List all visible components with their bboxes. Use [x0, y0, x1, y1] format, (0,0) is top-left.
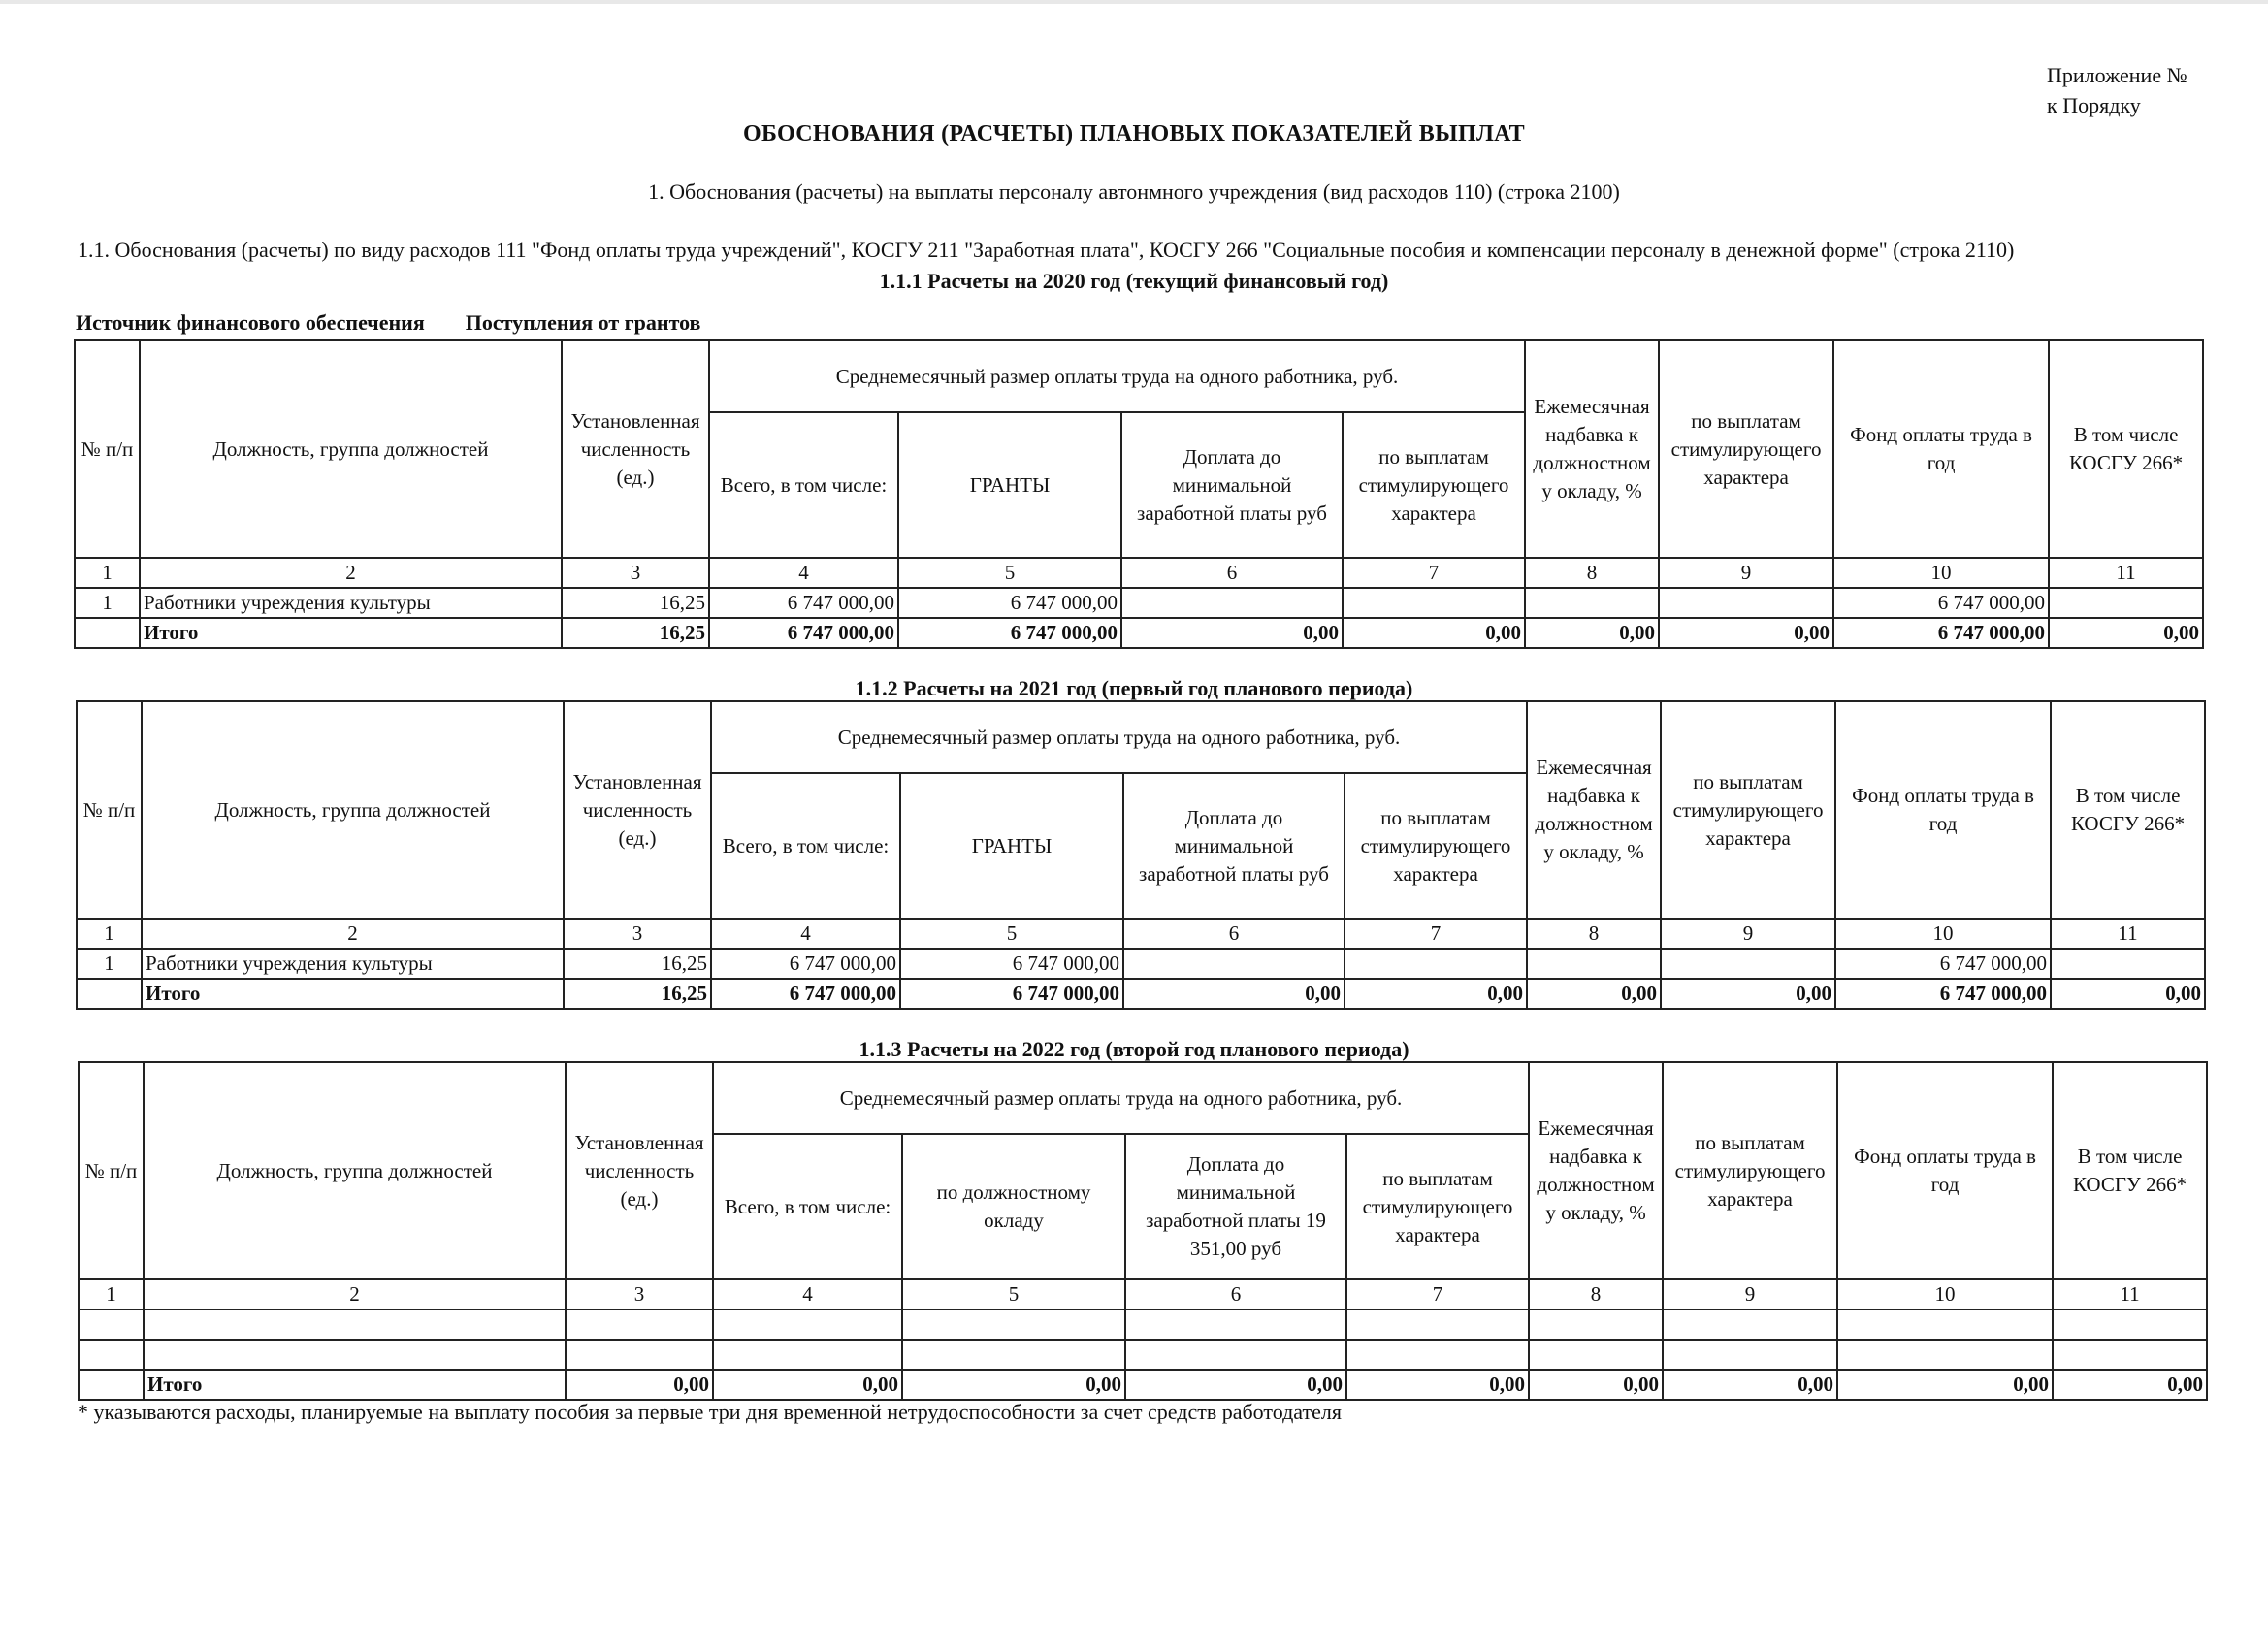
header-num: № п/п — [75, 340, 140, 558]
col-number: 7 — [1343, 558, 1525, 588]
header-staff: Установленная численность (ед.) — [566, 1062, 713, 1279]
totals-num — [79, 1370, 144, 1400]
funding-source-label: Источник финансового обеспечения — [76, 310, 425, 335]
header-total: Всего, в том числе: — [709, 412, 898, 558]
col-number: 3 — [566, 1279, 713, 1310]
col-number: 9 — [1661, 919, 1835, 949]
header-monthly-bonus: Ежемесячная надбавка к должностному окладу, % — [1529, 1062, 1663, 1279]
totals-col10: 0,00 — [1837, 1370, 2053, 1400]
row-position: Работники учреждения культуры — [140, 588, 562, 618]
header-num: № п/п — [79, 1062, 144, 1279]
col-number: 8 — [1529, 1279, 1663, 1310]
col-number: 9 — [1659, 558, 1833, 588]
totals-label: Итого — [144, 1370, 566, 1400]
header-position: Должность, группа должностей — [144, 1062, 566, 1279]
totals-col6: 0,00 — [1123, 979, 1345, 1009]
header-staff: Установленная численность (ед.) — [562, 340, 709, 558]
totals-label: Итого — [140, 618, 562, 648]
col-number: 2 — [142, 919, 564, 949]
row-total: 6 747 000,00 — [709, 588, 898, 618]
row-number: 1 — [75, 588, 140, 618]
header-col5: ГРАНТЫ — [900, 773, 1123, 919]
col-number: 5 — [900, 919, 1123, 949]
funding-source — [76, 310, 700, 336]
header-stim-payments: по выплатам стимулирующего характера — [1661, 701, 1835, 919]
totals-num — [77, 979, 142, 1009]
totals-col11: 0,00 — [2049, 618, 2203, 648]
table-title-2020: 1.1.1 Расчеты на 2020 год (текущий финансовый год) — [879, 269, 1389, 293]
col-number: 10 — [1833, 558, 2049, 588]
table-title-2022: 1.1.3 Расчеты на 2022 год (второй год планового периода) — [859, 1037, 1409, 1061]
totals-col8: 0,00 — [1529, 1370, 1663, 1400]
col-number: 7 — [1345, 919, 1527, 949]
totals-col4: 6 747 000,00 — [709, 618, 898, 648]
totals-col9: 0,00 — [1659, 618, 1833, 648]
row-position: Работники учреждения культуры — [142, 949, 564, 979]
section-heading-1-1: 1.1. Обоснования (расчеты) по виду расходов 111 "Фонд оплаты труда учреждений", КОСГУ 211 "Заработная плата", КОСГУ 266 "Социальные пособия и компенсации персоналу в денежной форме" (строка 2110) — [78, 238, 2015, 262]
header-staff: Установленная численность (ед.) — [564, 701, 711, 919]
col-number: 9 — [1663, 1279, 1837, 1310]
header-kosgu: В том числе КОСГУ 266* — [2053, 1062, 2207, 1279]
empty-row — [79, 1340, 2207, 1370]
totals-col11: 0,00 — [2053, 1370, 2207, 1400]
totals-col8: 0,00 — [1525, 618, 1659, 648]
row-col7 — [1345, 949, 1527, 979]
col-number: 1 — [75, 558, 140, 588]
header-col6: Доплата до минимальной заработной платы руб — [1121, 412, 1343, 558]
empty-row — [79, 1310, 2207, 1340]
col-number: 11 — [2049, 558, 2203, 588]
header-num: № п/п — [77, 701, 142, 919]
col-number: 10 — [1835, 919, 2051, 949]
totals-col6: 0,00 — [1121, 618, 1343, 648]
salary-table-2021 — [76, 700, 2206, 1010]
totals-col6: 0,00 — [1125, 1370, 1346, 1400]
totals-col10: 6 747 000,00 — [1833, 618, 2049, 648]
header-avg-salary: Среднемесячный размер оплаты труда на одного работника, руб. — [709, 340, 1525, 412]
col-number: 11 — [2051, 919, 2205, 949]
header-col7: по выплатам стимулирующего характера — [1343, 412, 1525, 558]
header-col6: Доплата до минимальной заработной платы руб — [1123, 773, 1345, 919]
document-title: ОБОСНОВАНИЯ (РАСЧЕТЫ) ПЛАНОВЫХ ПОКАЗАТЕЛЕЙ ВЫПЛАТ — [743, 121, 1525, 146]
col-number: 8 — [1527, 919, 1661, 949]
row-staff: 16,25 — [562, 588, 709, 618]
header-position: Должность, группа должностей — [140, 340, 562, 558]
row-kosgu — [2049, 588, 2203, 618]
totals-col10: 6 747 000,00 — [1835, 979, 2051, 1009]
totals-col4: 6 747 000,00 — [711, 979, 900, 1009]
header-stim-payments: по выплатам стимулирующего характера — [1659, 340, 1833, 558]
totals-col8: 0,00 — [1527, 979, 1661, 1009]
row-fund: 6 747 000,00 — [1835, 949, 2051, 979]
totals-col9: 0,00 — [1663, 1370, 1837, 1400]
col-number: 4 — [711, 919, 900, 949]
col-number: 1 — [77, 919, 142, 949]
col-number: 1 — [79, 1279, 144, 1310]
section-heading-1: 1. Обоснования (расчеты) на выплаты персоналу автонмного учреждения (вид расходов 110) (строка 2100) — [648, 179, 1620, 204]
totals-row — [77, 979, 2205, 1009]
header-col7: по выплатам стимулирующего характера — [1345, 773, 1527, 919]
scan-edge — [0, 0, 2268, 4]
col-number: 6 — [1121, 558, 1343, 588]
header-kosgu: В том числе КОСГУ 266* — [2049, 340, 2203, 558]
funding-source-value: Поступления от грантов — [465, 310, 701, 335]
totals-staff: 0,00 — [566, 1370, 713, 1400]
col-number: 7 — [1346, 1279, 1529, 1310]
header-col5: ГРАНТЫ — [898, 412, 1121, 558]
totals-col5: 6 747 000,00 — [898, 618, 1121, 648]
row-total: 6 747 000,00 — [711, 949, 900, 979]
row-col5: 6 747 000,00 — [900, 949, 1123, 979]
header-monthly-bonus: Ежемесячная надбавка к должностному окладу, % — [1527, 701, 1661, 919]
header-total: Всего, в том числе: — [711, 773, 900, 919]
row-col9 — [1661, 949, 1835, 979]
header-col5: по должностному окладу — [902, 1134, 1125, 1279]
header-kosgu: В том числе КОСГУ 266* — [2051, 701, 2205, 919]
appendix-line-1: Приложение № — [2047, 63, 2187, 87]
col-number: 3 — [562, 558, 709, 588]
row-col8 — [1527, 949, 1661, 979]
salary-table-2022 — [78, 1061, 2208, 1401]
col-number: 6 — [1125, 1279, 1346, 1310]
row-fund: 6 747 000,00 — [1833, 588, 2049, 618]
row-col8 — [1525, 588, 1659, 618]
appendix-note — [2047, 60, 2187, 120]
col-number: 11 — [2053, 1279, 2207, 1310]
totals-col7: 0,00 — [1346, 1370, 1529, 1400]
totals-staff: 16,25 — [564, 979, 711, 1009]
totals-col9: 0,00 — [1661, 979, 1835, 1009]
totals-num — [75, 618, 140, 648]
row-col6 — [1121, 588, 1343, 618]
row-col9 — [1659, 588, 1833, 618]
salary-table-2020 — [74, 340, 2204, 649]
row-col7 — [1343, 588, 1525, 618]
header-fund: Фонд оплаты труда в год — [1835, 701, 2051, 919]
header-avg-salary: Среднемесячный размер оплаты труда на одного работника, руб. — [711, 701, 1527, 773]
footnote: * указываются расходы, планируемые на выплату пособия за первые три дня временной нетрудоспособности за счет средств работодателя — [78, 1400, 1342, 1424]
col-number: 2 — [140, 558, 562, 588]
row-kosgu — [2051, 949, 2205, 979]
col-number: 4 — [713, 1279, 902, 1310]
totals-row — [75, 618, 2203, 648]
appendix-line-2: к Порядку — [2047, 93, 2141, 117]
header-monthly-bonus: Ежемесячная надбавка к должностному окладу, % — [1525, 340, 1659, 558]
row-number: 1 — [77, 949, 142, 979]
header-total: Всего, в том числе: — [713, 1134, 902, 1279]
col-number: 10 — [1837, 1279, 2053, 1310]
col-number: 5 — [902, 1279, 1125, 1310]
totals-col7: 0,00 — [1345, 979, 1527, 1009]
row-col6 — [1123, 949, 1345, 979]
row-staff: 16,25 — [564, 949, 711, 979]
totals-row — [79, 1370, 2207, 1400]
totals-col5: 6 747 000,00 — [900, 979, 1123, 1009]
col-number: 8 — [1525, 558, 1659, 588]
col-number: 3 — [564, 919, 711, 949]
header-fund: Фонд оплаты труда в год — [1833, 340, 2049, 558]
totals-col7: 0,00 — [1343, 618, 1525, 648]
table-title-2021: 1.1.2 Расчеты на 2021 год (первый год планового периода) — [855, 676, 1413, 700]
header-stim-payments: по выплатам стимулирующего характера — [1663, 1062, 1837, 1279]
header-position: Должность, группа должностей — [142, 701, 564, 919]
header-fund: Фонд оплаты труда в год — [1837, 1062, 2053, 1279]
col-number: 2 — [144, 1279, 566, 1310]
table-row — [77, 949, 2205, 979]
totals-col4: 0,00 — [713, 1370, 902, 1400]
header-col6: Доплата до минимальной заработной платы 19 351,00 руб — [1125, 1134, 1346, 1279]
header-avg-salary: Среднемесячный размер оплаты труда на одного работника, руб. — [713, 1062, 1529, 1134]
header-col7: по выплатам стимулирующего характера — [1346, 1134, 1529, 1279]
col-number: 5 — [898, 558, 1121, 588]
row-col5: 6 747 000,00 — [898, 588, 1121, 618]
totals-col5: 0,00 — [902, 1370, 1125, 1400]
totals-col11: 0,00 — [2051, 979, 2205, 1009]
totals-label: Итого — [142, 979, 564, 1009]
col-number: 4 — [709, 558, 898, 588]
col-number: 6 — [1123, 919, 1345, 949]
totals-staff: 16,25 — [562, 618, 709, 648]
table-row — [75, 588, 2203, 618]
